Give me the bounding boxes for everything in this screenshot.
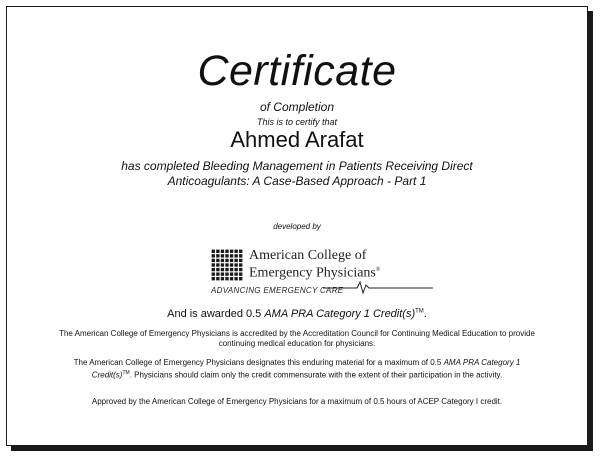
logo-org-line-1: American College of (249, 248, 367, 263)
logo-org-line-2: Emergency Physicians (249, 265, 376, 281)
registered-mark: ® (375, 267, 381, 273)
certify-line: This is to certify that (256, 117, 338, 127)
designation-statement (7, 358, 587, 381)
designation-suffix: . Physicians should claim only the credit commensurate with the extent of their participation in the activity. (129, 370, 503, 380)
ekg-line-icon (323, 280, 433, 294)
course-description (7, 159, 587, 189)
award-prefix: And is awarded 0.5 (167, 308, 262, 320)
logo-tagline: ADVANCING EMERGENCY CARE (211, 286, 344, 295)
designation-tm: TM (122, 370, 130, 376)
developed-by-label: developed by (273, 222, 321, 231)
award-credit-name: AMA PRA Category 1 Credit(s) (264, 308, 416, 320)
approval-statement: Approved by the American College of Emergency Physicians for a maximum of 0.5 hours of ACEP Category I credit. (91, 397, 503, 406)
credit-award (7, 308, 587, 320)
course-line-1: has completed Bleeding Management in Patients Receiving Direct (121, 159, 473, 173)
award-tm: TM (415, 308, 424, 315)
recipient-name: Ahmed Arafat (230, 127, 364, 152)
course-line-2: Anticoagulants: A Case-Based Approach - Part 1 (167, 174, 427, 188)
designation-prefix: The American College of Emergency Physicians designates this enduring material for a maximum of 0.5 (73, 358, 442, 367)
accreditation-statement: The American College of Emergency Physicians is accredited by the Accreditation Council for Continuing Medical Education to provide continuing medical education for physicians. (59, 329, 535, 348)
logo-org-name (249, 248, 380, 281)
certificate-title: Certificate (197, 47, 397, 95)
certificate-frame (6, 6, 588, 446)
acep-logo (211, 249, 441, 299)
grid-logo-icon (211, 249, 243, 281)
certificate-subtitle: of Completion (259, 100, 335, 114)
designation-credit-name: AMA PRA Category 1 Credit(s) (91, 358, 521, 380)
award-suffix: . (423, 308, 427, 320)
